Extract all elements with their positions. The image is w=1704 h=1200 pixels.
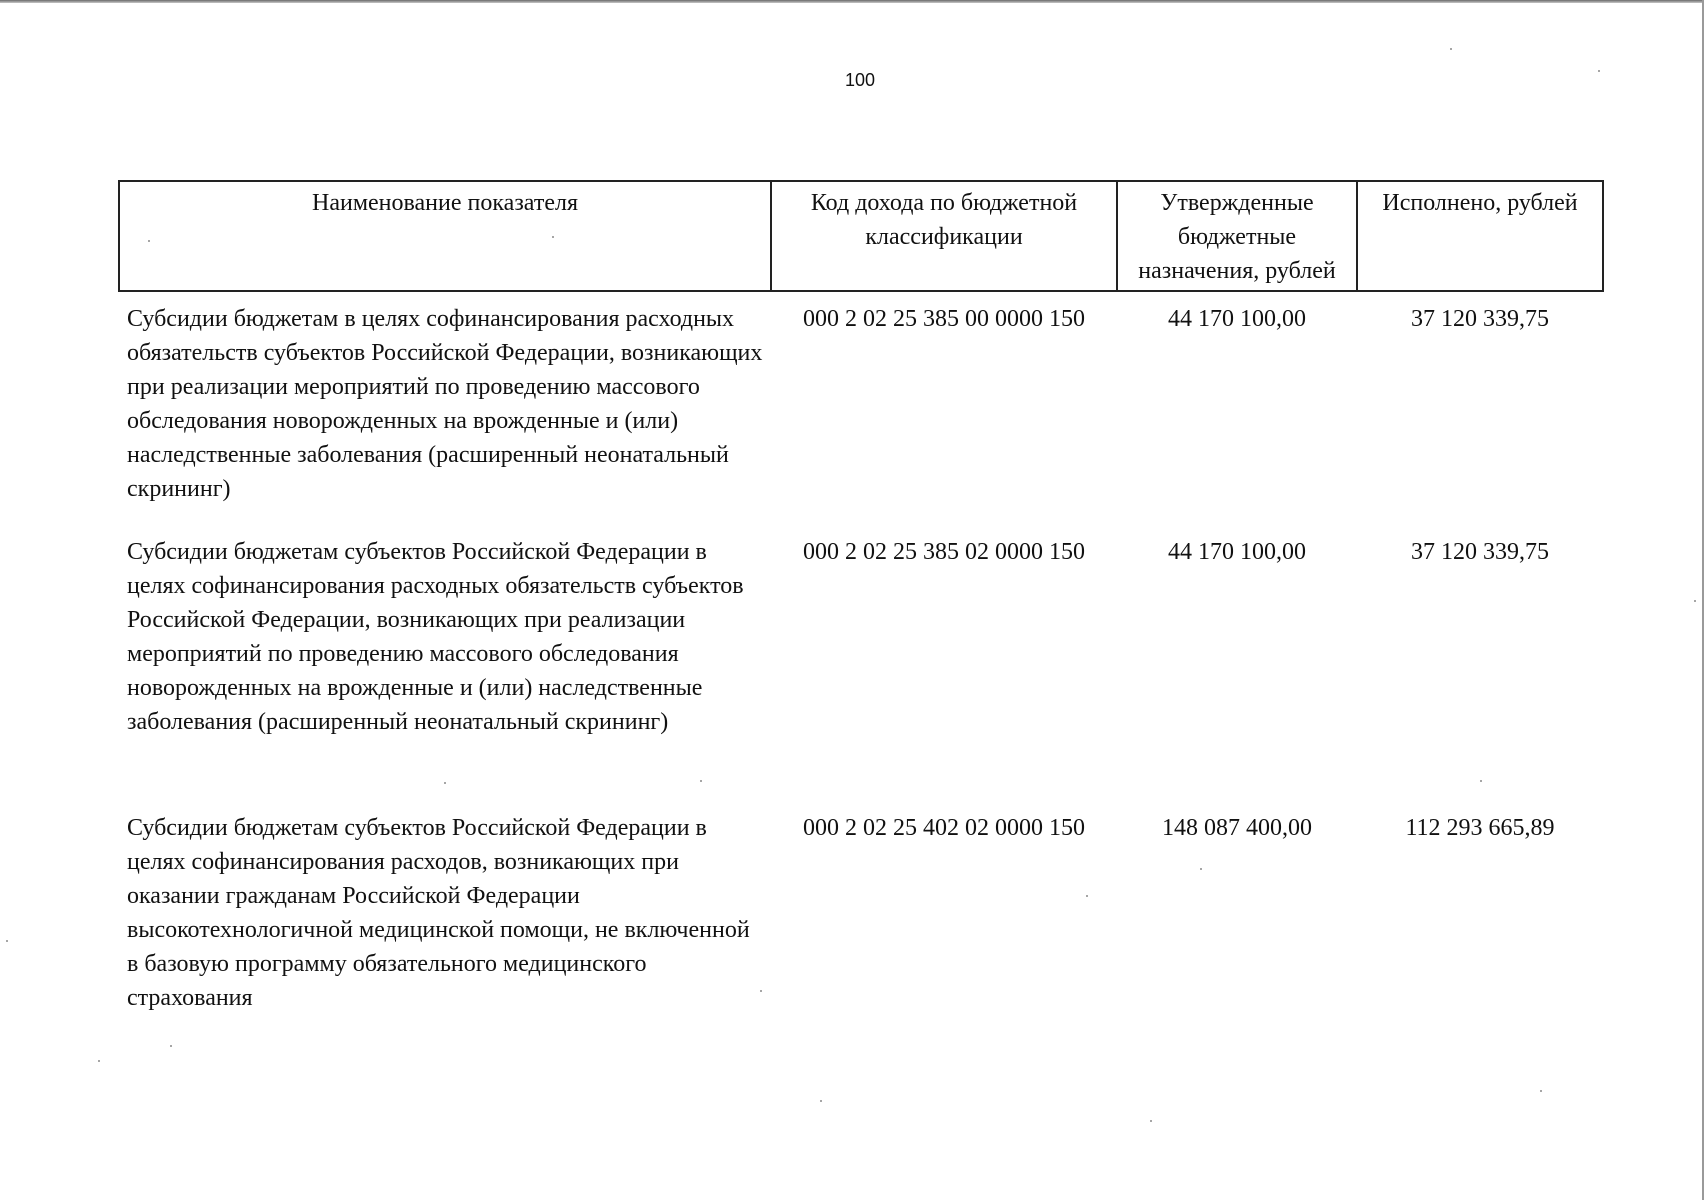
scan-speck (1480, 780, 1482, 782)
scan-speck (1694, 600, 1696, 602)
scan-speck (1598, 70, 1600, 72)
scan-edge-top (0, 0, 1704, 3)
scan-speck (170, 1045, 172, 1047)
row-indicator-name: Субсидии бюджетам субъектов Российской Федерации в целях софинансирования расходов, возникающих при оказании гражданам Российской Федерации высокотехнологичной медицинской помощи, не включенной в базовую программу обязательного медицинского страхования (127, 815, 750, 1011)
budget-table (118, 180, 1604, 1031)
header-row (119, 181, 1603, 291)
scan-speck (98, 1060, 100, 1062)
scan-speck (444, 782, 446, 784)
row-approved-amount: 44 170 100,00 (1168, 306, 1306, 332)
table-header (119, 181, 1603, 291)
table-row (119, 535, 1603, 811)
header-indicator-name: Наименование показателя (119, 181, 771, 291)
row-executed-amount: 37 120 339,75 (1411, 306, 1549, 332)
table-row (119, 291, 1603, 535)
row-income-code: 000 2 02 25 385 00 0000 150 (803, 306, 1085, 332)
scan-speck (760, 990, 762, 992)
scan-speck (6, 940, 8, 942)
header-approved-amount: Утвержденные бюджетные назначения, рублей (1117, 181, 1357, 291)
scan-speck (552, 236, 554, 238)
row-approved-amount: 148 087 400,00 (1162, 815, 1312, 841)
scan-speck (1450, 48, 1452, 50)
row-income-code: 000 2 02 25 385 02 0000 150 (803, 539, 1085, 565)
scan-speck (1150, 1120, 1152, 1122)
scan-speck (148, 240, 150, 242)
scan-speck (1540, 1090, 1542, 1092)
scan-speck (700, 780, 702, 782)
page-number: 100 (844, 70, 876, 90)
table-row (119, 811, 1603, 1031)
scan-speck (1086, 895, 1088, 897)
row-executed-amount: 112 293 665,89 (1405, 815, 1555, 841)
header-income-code: Код дохода по бюджетной классификации (771, 181, 1117, 291)
scan-speck (820, 1100, 822, 1102)
row-executed-amount: 37 120 339,75 (1411, 539, 1549, 565)
row-income-code: 000 2 02 25 402 02 0000 150 (803, 815, 1085, 841)
row-indicator-name: Субсидии бюджетам в целях софинансирования расходных обязательств субъектов Российской Федерации, возникающих при реализации мероприятий по проведению массового обследования новорожденных на врожденные и (или) наследственные заболевания (расширенный неонатальный скрининг) (127, 306, 763, 502)
row-approved-amount: 44 170 100,00 (1168, 539, 1306, 565)
scan-speck (1200, 868, 1202, 870)
table-body (119, 291, 1603, 1031)
header-executed-amount: Исполнено, рублей (1357, 181, 1603, 291)
row-indicator-name: Субсидии бюджетам субъектов Российской Федерации в целях софинансирования расходных обязательств субъектов Российской Федерации, возникающих при реализации мероприятий по проведению массового обследования новорожденных на врожденные и (или) наследственные заболевания (расширенный неонатальный скрининг) (127, 539, 744, 735)
